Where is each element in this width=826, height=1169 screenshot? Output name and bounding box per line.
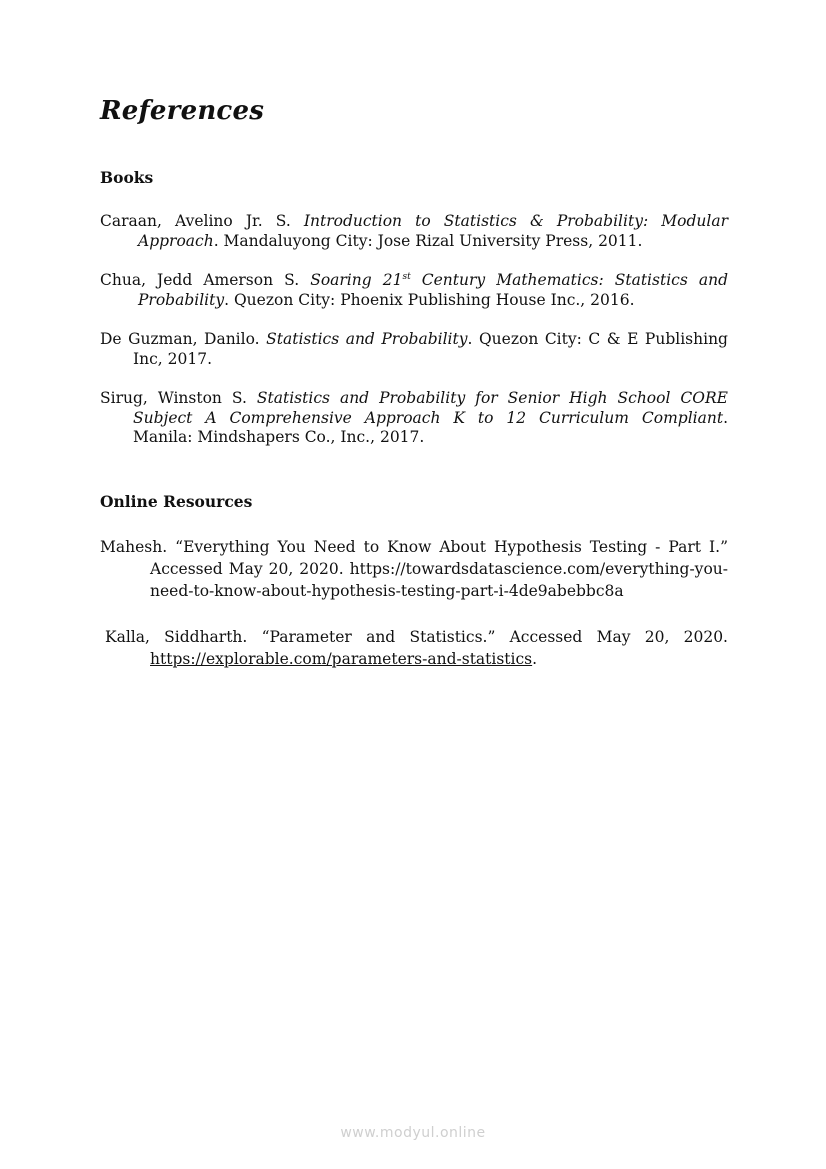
ref-title: Statistics and Probability [266,330,468,348]
ref-publisher: . Manila: Mindshapers Co., Inc., 2017. [133,408,728,446]
reference-caraan [100,212,728,251]
reference-chua [100,271,728,310]
books-heading: Books [100,168,154,187]
explorable-link[interactable]: https://explorable.com/parameters-and-statistics [150,650,533,668]
page-title: References [100,96,265,126]
ref-author: Caraan, Avelino Jr. S. [100,212,291,230]
online-resources-heading: Online Resources [100,492,253,511]
reference-de-guzman [100,330,728,369]
ref-title: Introduction to Statistics & Probability: Modular Approach [138,212,728,250]
ref-text: Kalla, Siddharth. “Parameter and Statistics.” Accessed May 20, 2020. [105,628,728,646]
ref-title-part: Soaring 21 [310,271,403,289]
ref-publisher: . Quezon City: Phoenix Publishing House Inc., 2016. [224,290,635,309]
ref-title: Statistics and Probability for Senior High School CORE Subject A Comprehensive Approach K to 12 Curriculum Compliant [133,389,728,427]
reference-mahesh [100,536,728,602]
ref-end: . [532,650,538,668]
ref-publisher: . Mandaluyong City: Jose Rizal University Press, 2011. [213,231,643,250]
ref-author: Chua, Jedd Amerson S. [100,271,300,289]
ref-title-part: Century Mathematics: Statistics and Probability [138,271,728,309]
ref-publisher: . Quezon City: C & E Publishing Inc, 2017. [133,330,728,368]
ref-author: De Guzman, Danilo. [100,330,260,348]
reference-sirug [100,389,728,448]
reference-kalla [105,626,728,670]
ref-title-superscript: st [402,271,411,282]
ref-text: Mahesh. “Everything You Need to Know About Hypothesis Testing - Part I.” Accessed May 20, 2020. https://towardsdatascience.com/everything-you-need-to-know-about-hypothesis-testing-part-i-4de9abebbc8a [100,538,728,600]
watermark: www.modyul.online [340,1125,486,1141]
ref-author: Sirug, Winston S. [100,389,247,407]
